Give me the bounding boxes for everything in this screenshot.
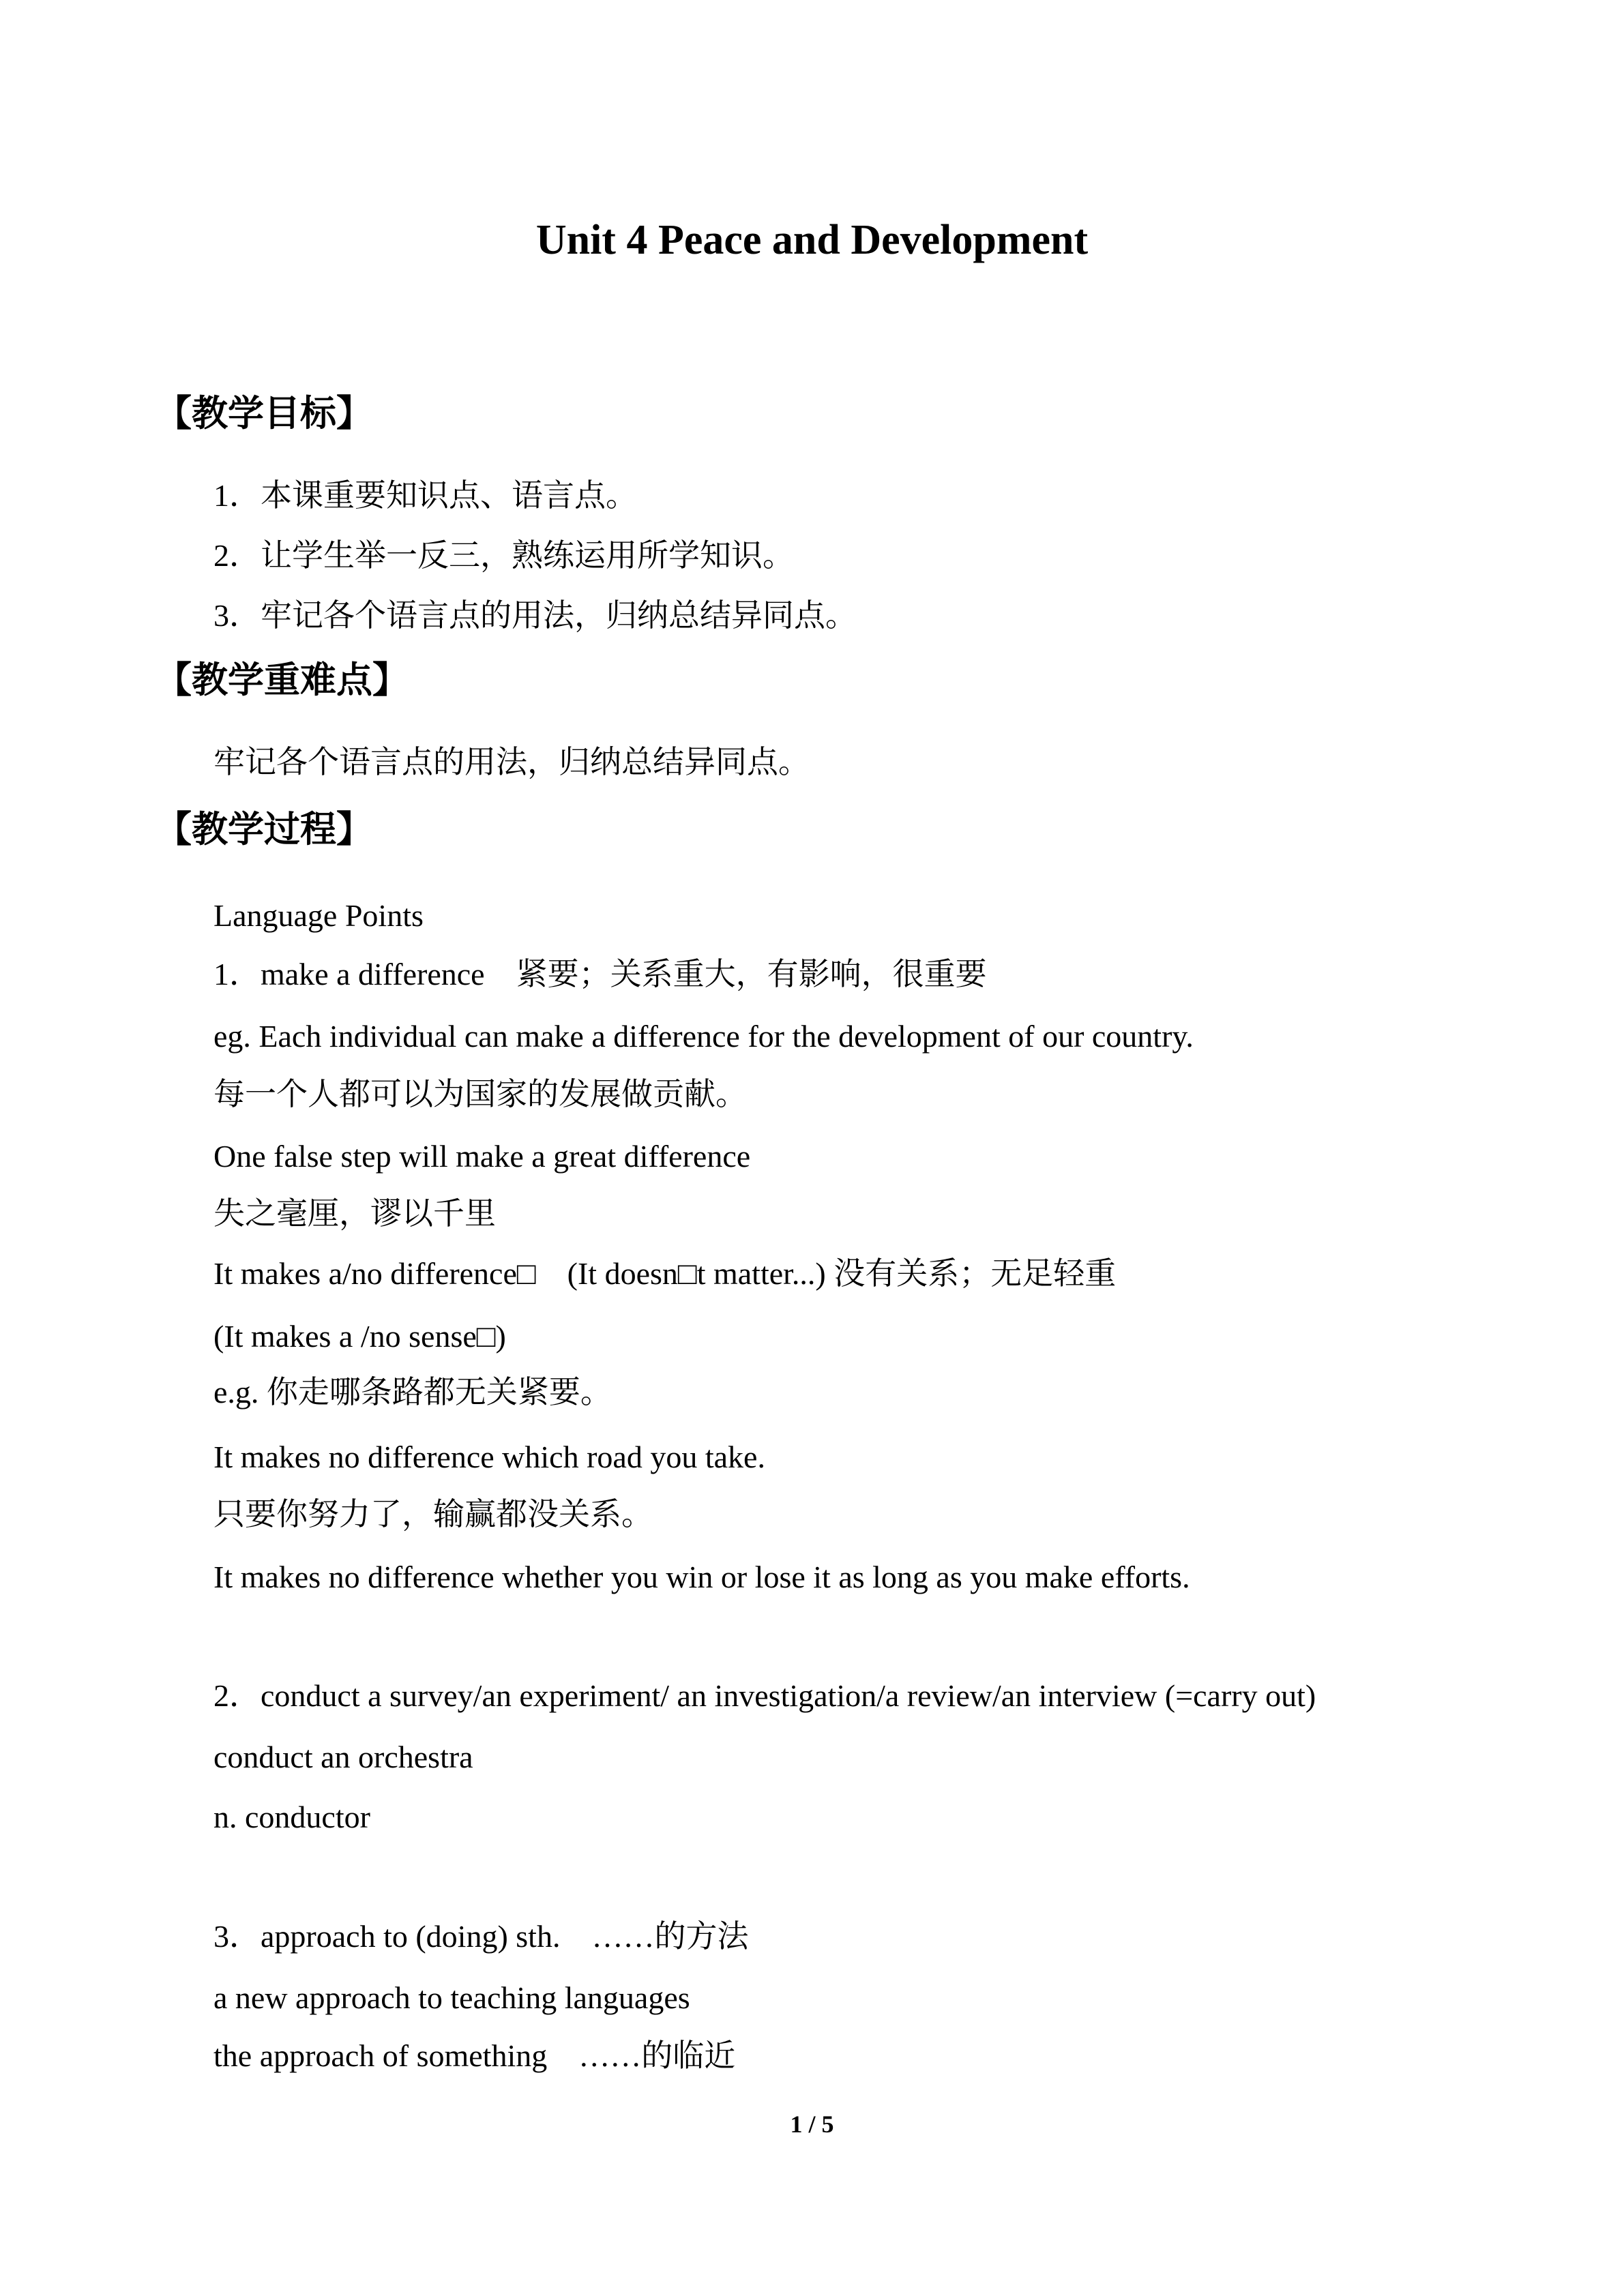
objective-item: 3．牢记各个语言点的用法，归纳总结异同点。 [213,598,857,633]
process-line: It makes no difference which road you take. [213,1440,765,1474]
process-line: 3．approach to (doing) sth. ……的方法 [213,1919,749,1954]
objective-item: 2．让学生举一反三，熟练运用所学知识。 [213,538,794,573]
process-line: 1．make a difference 紧要；关系重大，有影响，很重要 [213,957,987,992]
objective-item: 1．本课重要知识点、语言点。 [213,478,637,513]
key-points-text: 牢记各个语言点的用法，归纳总结异同点。 [213,745,810,779]
process-line: eg. Each individual can make a difference for the development of our country. [213,1019,1194,1054]
process-line: One false step will make a great difference [213,1139,751,1174]
section-heading-process: 【教学过程】 [156,809,372,850]
section-heading-key-points: 【教学重难点】 [156,659,409,701]
process-line: It makes no difference whether you win or lose it as long as you make efforts. [213,1560,1190,1594]
process-line: a new approach to teaching languages [213,1980,690,2015]
document-title: Unit 4 Peace and Development [535,217,1089,263]
process-line: n. conductor [213,1800,370,1834]
process-line: Language Points [213,898,424,933]
process-line: 2．conduct a survey/an experiment/ an investigation/a review/an interview (=carry out) [213,1678,1316,1713]
process-line: (It makes a /no sense□) [213,1319,506,1354]
page-number: 1 / 5 [790,2111,834,2138]
process-line: 每一个人都可以为国家的发展做贡献。 [213,1077,747,1112]
process-line: the approach of something ……的临近 [213,2038,736,2073]
section-heading-objectives: 【教学目标】 [156,393,372,434]
process-line: e.g. 你走哪条路都无关紧要。 [213,1375,612,1410]
process-line: 只要你努力了，输赢都没关系。 [213,1497,653,1532]
process-line: 失之毫厘，谬以千里 [213,1196,496,1231]
process-line: It makes a/no difference□ (It doesn□t matter...) 没有关系；无足轻重 [213,1256,1117,1291]
process-line: conduct an orchestra [213,1740,473,1774]
